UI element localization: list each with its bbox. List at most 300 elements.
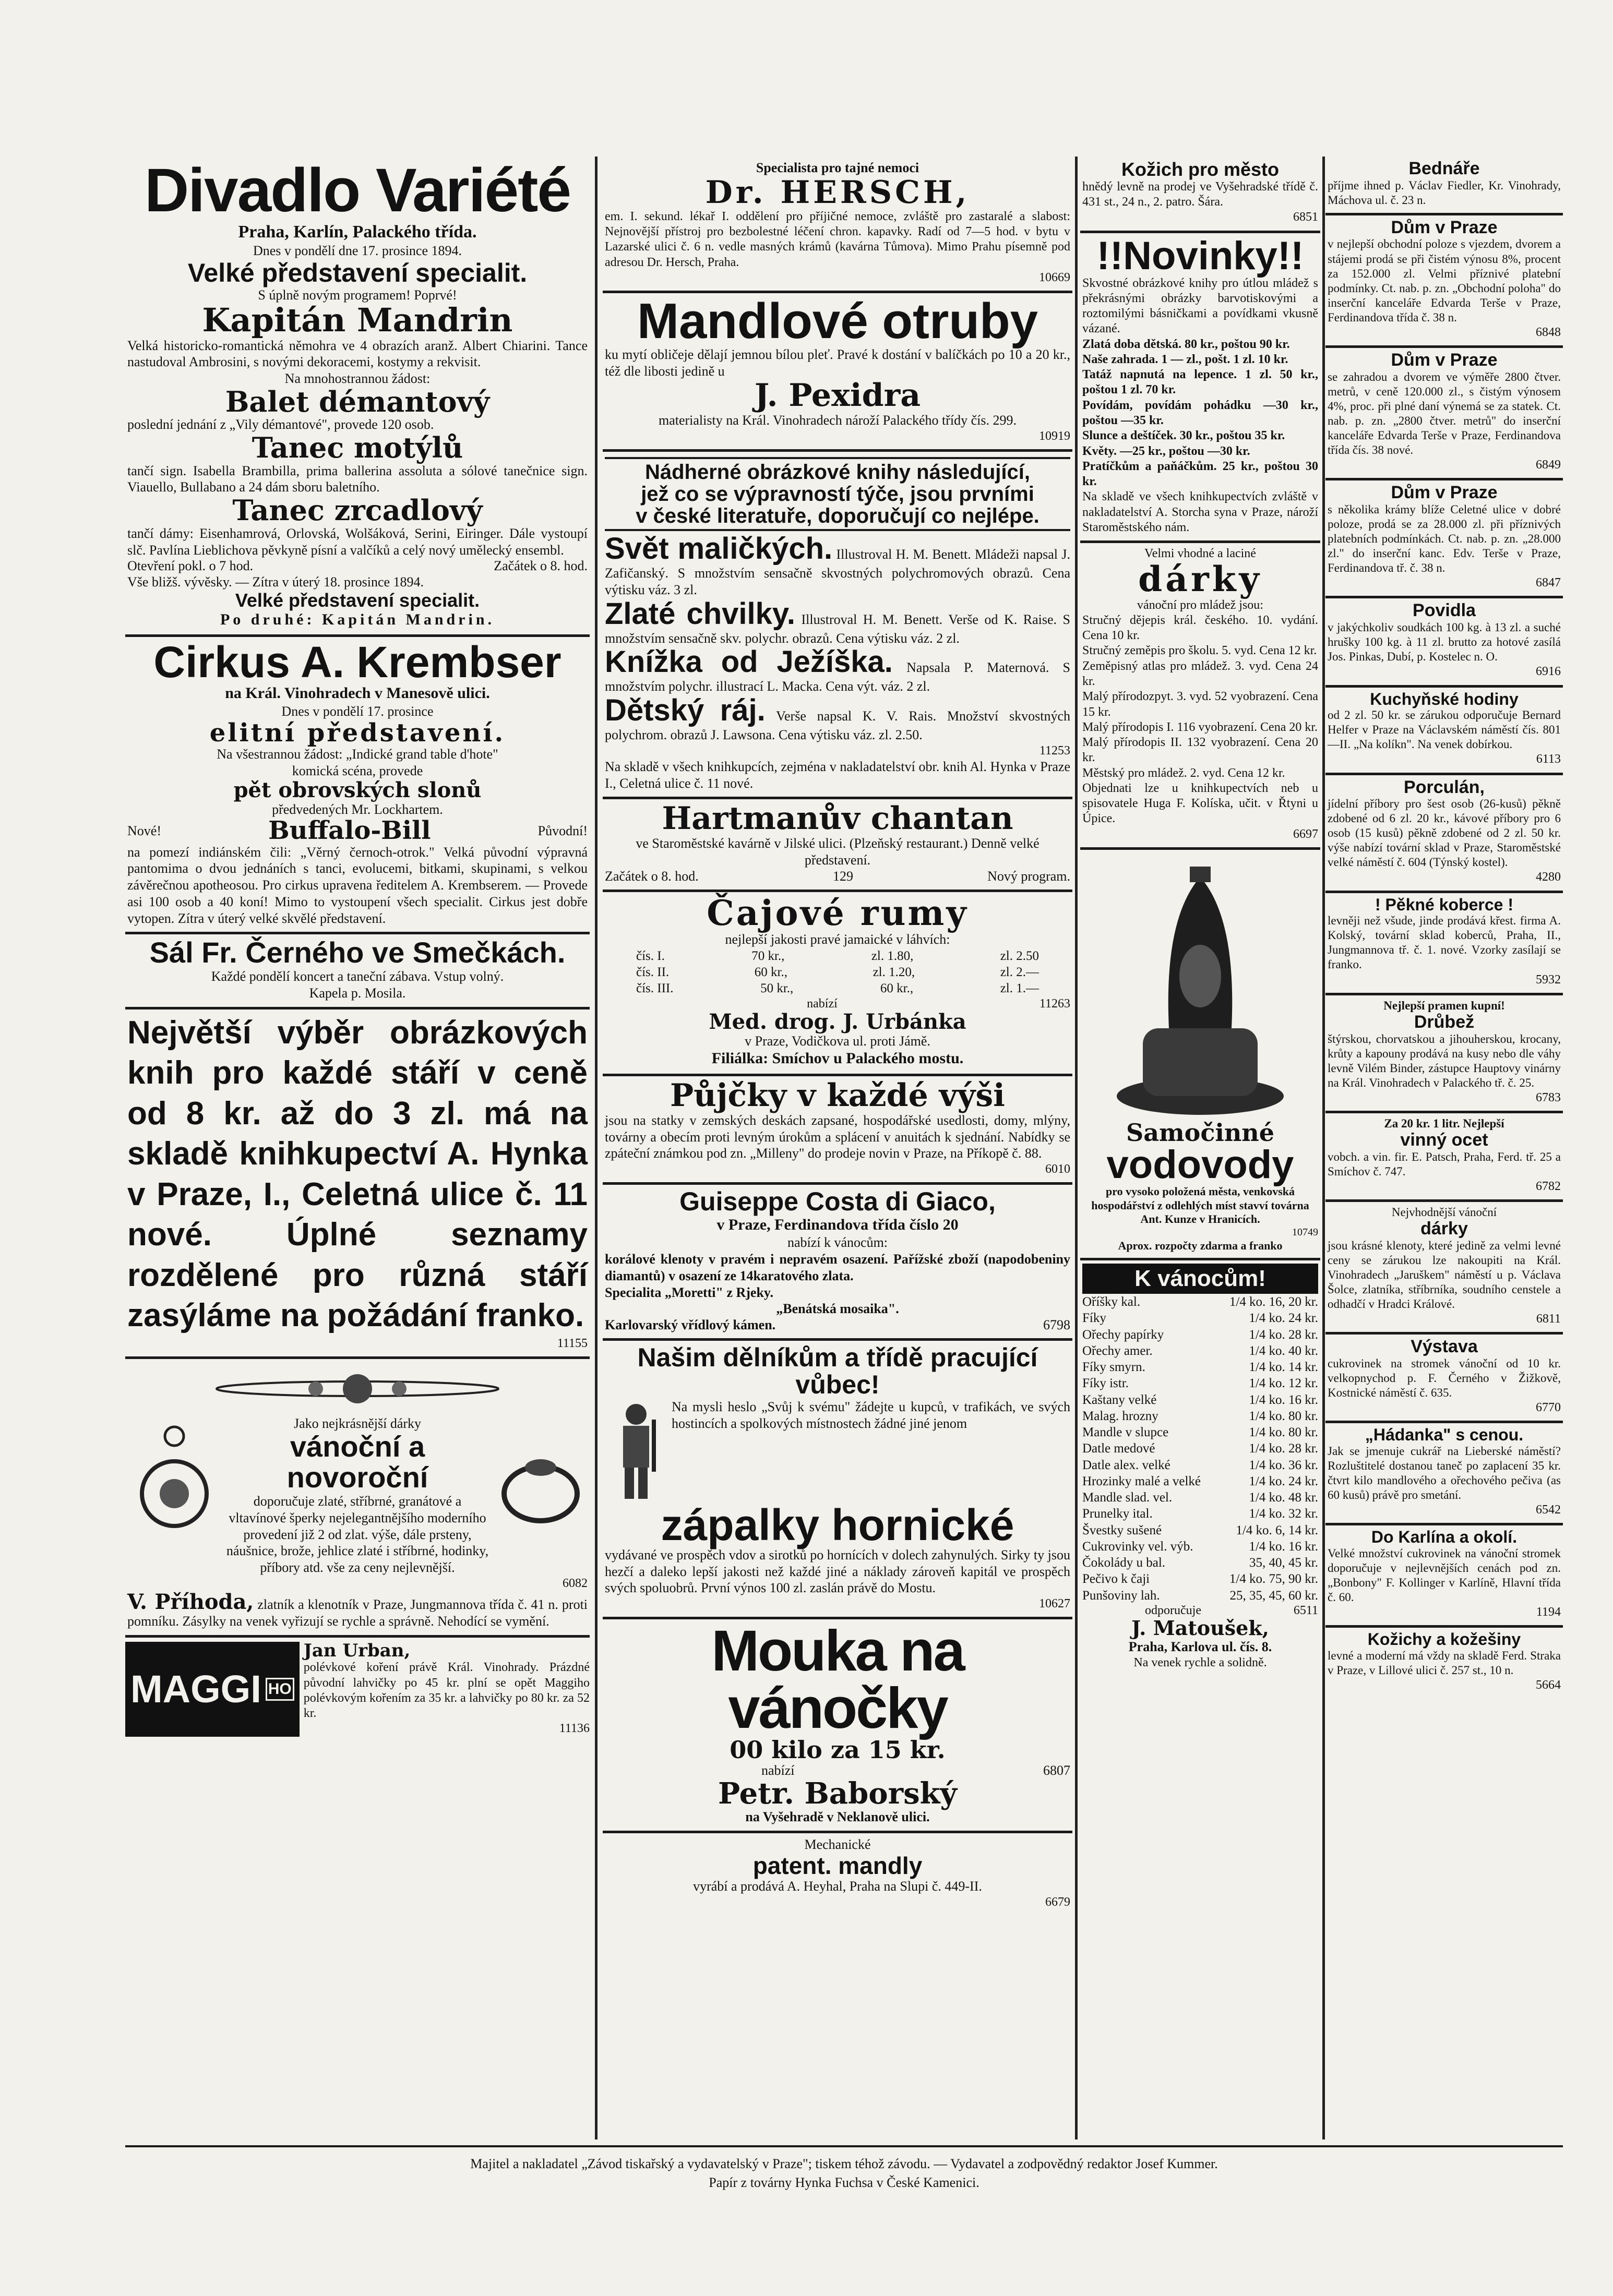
list-item: Slunce a deštíček. 30 kr., poštou 35 kr. (1082, 429, 1285, 443)
povidla-desc: v jakýchkoliv soudkách 100 kg. à 13 zl. a suché hrušky 100 kg. à 11 zl. brutto za hotové zasílá Jos. Pinkas, Dubí, p. Kostelec n. O. (1328, 621, 1561, 664)
porculan-num: 4280 (1536, 870, 1561, 884)
table-row (1082, 1457, 1318, 1473)
kozesiny-desc: levné a moderní má vždy na skladě Ferd. Straka v Praze, v Lillové ulici č. 257 st., 10 n. (1328, 1649, 1561, 1677)
zapalky-ad (603, 1341, 1072, 1619)
table-row (1082, 1538, 1318, 1555)
column-divider (1075, 157, 1078, 2139)
darky-2-ad (1325, 1202, 1563, 1335)
book-4-desc: Verše napsal K. V. Rais. Množství skvostných polychrom. obrazů J. Lawsona. Cena výtisku váz. zl. 2.50. (605, 708, 1071, 742)
bednare-title: Bednáře (1408, 159, 1480, 178)
mouka-ad (603, 1619, 1072, 1833)
books-head-3: v české literatuře, doporučují co nejlépe. (636, 504, 1040, 528)
item-price: 1/4 ko. 16, 20 kr. (1229, 1295, 1318, 1309)
imprint (125, 2155, 1563, 2193)
item-name: Ořechy papírky (1082, 1327, 1164, 1342)
costa-title: Guiseppe Costa di Giaco, (679, 1187, 996, 1217)
cirkus-date: Dnes v pondělí 17. prosince (281, 704, 434, 719)
column-1 (125, 157, 590, 2134)
item-price: 1/4 ko. 80 kr. (1249, 1425, 1318, 1440)
earring-icon (127, 1415, 221, 1541)
item-name: Malag. hrozny (1082, 1409, 1158, 1423)
fountain-icon (1112, 856, 1289, 1117)
ocet-num: 6782 (1536, 1179, 1561, 1193)
karlin-ad (1325, 1525, 1563, 1628)
table-row (1082, 1506, 1318, 1522)
ad-closer-2: Velké představení specialit. (235, 590, 480, 611)
mandly-lead: Mechanické (804, 1837, 871, 1853)
table-row (1082, 1489, 1318, 1506)
list-item: Malý přírodopis II. 132 vyobrazení. Cena 20 kr. (1082, 736, 1318, 765)
list-item: Zlatá doba dětská. 80 kr., poštou 90 kr. (1082, 337, 1290, 351)
cirkus-buffalo: Buffalo-Bill (268, 816, 431, 846)
item-name: Fíky smyrn. (1082, 1360, 1145, 1375)
item-price: 1/4 ko. 6, 14 kr. (1236, 1523, 1318, 1537)
zapalky-desc-2: vydávané ve prospěch vdov a sirotků po hornících v dolech zahynulých. Sirky ty jsou hezčí a daleko lepší jakosti než každé jiné a náklady zároveň kapitál ve prospěch svých spoluobrů. První výnos 100 zl. zaslán právě do Mostu. (605, 1547, 1070, 1596)
list-item: Malý přírodopis I. 116 vyobrazení. Cena 20 kr. (1082, 720, 1318, 734)
item-name: Mandle v slupce (1082, 1425, 1169, 1440)
darky-num: 6697 (1293, 827, 1318, 841)
hartman-num: 129 (832, 868, 853, 884)
item-name: Švestky sušené (1082, 1523, 1162, 1537)
table-row (636, 948, 1039, 964)
table-row (1082, 1375, 1318, 1391)
ad-second-part: Po druhé: Kapitán Mandrin. (220, 610, 495, 628)
item-name: Pečivo k čaji (1082, 1572, 1150, 1586)
item-name: Oříšky kal. (1082, 1295, 1141, 1309)
costa-row (605, 1317, 1070, 1333)
column-2 (603, 157, 1072, 2134)
dum-2-ad (1325, 348, 1563, 480)
cirkus-desc: na pomezí indiánském čili: „Věrný černoch-otrok." Velká původní výpravná pantomima o dvou jednáních s tanci, evolucemi, bitkami, skupinami, s velkou závěrečnou apotheosou. Pro cirkus upravena ředitelem A. Krembserem. — Provede asi 100 osob a 40 koní! Mimo to vystoupení všech specialit. Cirkus jest dobře vytopen. Zítra v úterý velké skvělé představení. (127, 844, 588, 926)
book-3-title: Knížka od Ježíška. (605, 645, 893, 679)
povidla-ad (1325, 598, 1563, 687)
drubez-desc: štýrskou, chorvatskou a jihouherskou, krocany, krůty a kapouny prodává na kusy nebo dle váhy levně Vilém Binder, zástupce Hauptovy vinárny na Král. Vinohradech v Palackého tř. č. 25. (1328, 1032, 1561, 1089)
column-4 (1325, 157, 1563, 2134)
sal-cerneho-ad (125, 934, 590, 1009)
vystava-title: Výstava (1411, 1337, 1478, 1357)
koberce-desc: levněji než všude, jinde prodává křest. firma A. Kolský, tovární sklad koberců, Praha, II., Jungmannova tř. č. 1. nové. Vzorky zasílají se franko. (1328, 914, 1561, 971)
vodovody-ad (1080, 850, 1320, 1260)
ad-title-mandrin: Kapitán Mandrin (202, 301, 513, 340)
item-price: 1/4 ko. 36 kr. (1249, 1458, 1318, 1472)
mouka-nabizi: nabízí (761, 1762, 795, 1778)
mandle-title: Mandlové otruby (637, 293, 1038, 350)
dum-1-ad (1325, 215, 1563, 348)
dum-3-num: 6847 (1536, 576, 1561, 590)
item-price: 1/4 ko. 28 kr. (1249, 1441, 1318, 1456)
vanoce-list (1082, 1294, 1318, 1604)
hartman-ad (603, 799, 1072, 892)
mandle-ad (603, 293, 1072, 452)
cirkus-title: Cirkus A. Krembser (153, 638, 561, 687)
hersch-ad (603, 157, 1072, 293)
pujcky-desc: jsou na statky v zemských deskách zapsané, hospodářské usedlosti, domy, mlýny, továrny a obecím proti levným úrokům a splácení v anuitách k sjednání. Nabídky se zpáteční známkou pod zn. „Milleny" do prodeje novin v Praze, na Příkopě č. 88. (605, 1112, 1070, 1161)
rum-cell: zl. 1.— (1000, 981, 1039, 996)
darky-2-title: dárky (1420, 1219, 1468, 1239)
maggi-text-block (300, 1642, 590, 1737)
list-item: Povídám, povídám pohádku —30 kr., poštou —35 kr. (1082, 398, 1318, 427)
hartman-title: Hartmanův chantan (662, 800, 1013, 837)
kozich-desc: hnědý levně na prodej ve Vyšehradské třídě č. 431 st., 24 n., 2. patro. Šára. (1082, 179, 1318, 209)
darky-ad (1080, 543, 1320, 850)
novinky-desc: Skvostné obrázkové knihy pro útlou mládež s překrásnými obrázky barvotiskovými a roztomilými básničkami a povídkami vkusně vázané. (1082, 276, 1318, 336)
vanoce-tail: Na venek rychle a solidně. (1133, 1655, 1267, 1669)
hynek-text: Největší výběr obrázkových knih pro každé stáří v ceně od 8 kr. až do 3 zl. má na skladě knihkupectví A. Hynka v Praze, I., Celetná ulice č. 11 nové. Úplné seznamy rozdělené pro různá stáří zasýláme na požádání franko. (127, 1014, 588, 1333)
vystava-desc: cukrovinek na stromek vánoční od 10 kr. velkopnychod p. F. Černého v Žižkově, Kostnické náměstí č. 635. (1328, 1356, 1561, 1400)
hadanka-ad (1325, 1423, 1563, 1525)
zapalky-head: Našim dělníkům a třídě pracující vůbec! (637, 1342, 1038, 1400)
vodovody-num: 10749 (1292, 1227, 1318, 1239)
item-price: 1/4 ko. 24 kr. (1249, 1311, 1318, 1326)
cirkus-place: na Král. Vinohradech v Manesově ulici. (225, 684, 490, 702)
table-row (1082, 1555, 1318, 1571)
mandle-num: 10919 (1039, 429, 1070, 443)
item-name: Kaštany velké (1082, 1392, 1157, 1407)
hadanka-title: „Hádanka" s cenou. (1365, 1425, 1524, 1445)
list-item: Pratíčkům a paňáčkům. 25 kr., poštou 30 kr. (1082, 459, 1318, 489)
cirkus-buffalo-row (127, 818, 588, 844)
pujcky-title: Půjčky v každé výši (670, 1077, 1005, 1114)
table-row (636, 964, 1039, 980)
table-row (1082, 1408, 1318, 1424)
rum-cell: 60 kr., (754, 965, 787, 980)
vodovody-lead: Samočinné (1126, 1118, 1275, 1147)
mouka-name: Petr. Baborský (718, 1776, 957, 1811)
table-row (1082, 1571, 1318, 1587)
table-row (1082, 1310, 1318, 1326)
column-3 (1080, 157, 1320, 2134)
book-1-desc: Illustroval H. M. Benett. Mládeži napsal J. Zafičanský. S množstvím sensačně skvostných polychromových obrazů. Cena výtisku váz. 3 zl. (605, 547, 1070, 598)
porculan-ad (1325, 775, 1563, 893)
rum-cell: zl. 2.— (1000, 965, 1039, 980)
vanoce-ad (1080, 1260, 1320, 1674)
hersch-desc: em. I. sekund. lékař I. oddělení pro příjičné nemoce, zvláště pro zastaralé a slabost: Nejnovější přístroj pro bezbolestné léčení chron. kapavky. Radí od 7—5 hod. v bytu v Lazarské ulici č. 6 n. vedle masných krámů (kavárna Tůmova). Mimo Prahu písemně pod adresou Dr. Hersch, Praha. (605, 209, 1070, 269)
item-name: Hrozinky malé a velké (1082, 1474, 1201, 1488)
rum-ad (603, 892, 1072, 1076)
jewel-desc: doporučuje zlaté, stříbrné, granátové a vltavínové šperky nejelegantnějšího moderního provedení již 2 od zlat. výše, dále prsteny, náušnice, brože, jehlice zlaté i stříbrné, hodinky, příbory atd. vše za ceny nejlevnější. (226, 1494, 489, 1575)
darky-2-lead: Nejvhodnější vánoční (1391, 1206, 1497, 1219)
zapalky-title: zápalky hornické (661, 1500, 1014, 1549)
jewel-firm: zlatník a klenotník v Praze, Jungmannova třída č. 41 n. proti pomníku. Zásylky na venek vyřizují se rychle a správně. Nehodící se vymění. (127, 1596, 588, 1629)
list-item: Květy. —25 kr., poštou —30 kr. (1082, 444, 1250, 458)
karlin-title: Do Karlína a okolí. (1371, 1528, 1518, 1547)
kozesiny-title: Kožichy a kožešiny (1367, 1630, 1521, 1649)
rum-cell: čís. III. (636, 981, 674, 996)
book-2-title: Zlaté chvilky. (605, 596, 795, 631)
kozich-ad (1080, 157, 1320, 233)
column-divider (1322, 157, 1325, 2139)
rum-num: 11263 (1039, 996, 1070, 1011)
item-name: Punšoviny lah. (1082, 1588, 1160, 1603)
kozesiny-ad (1325, 1628, 1563, 1696)
costa-desc: korálové klenoty v pravém i nepravém osazení. Pařížské zboží (napodobeniny diamantů) v osazení ze 14karatového zlata. (605, 1252, 1070, 1283)
jewel-text (221, 1415, 494, 1576)
koberce-num: 5932 (1536, 972, 1561, 987)
dum-2-desc: se zahradou a dvorem ve výměře 2800 čtver. metrů, v ceně 120.000 zl., s čistým výnosem 4%, proc. při plné daní výnemá se za statek. Ct. nab. p. zn. „2800 čtver. metrů" do inserční kanceláře Edvarda Terše v Praze, Ferdinandova třída čís. 38 nové. (1328, 370, 1561, 456)
item-price: 1/4 ko. 28 kr. (1249, 1327, 1318, 1342)
imprint-line-1: Majitel a nakladatel „Závod tiskařský a vydavatelský v Praze"; tiskem téhož závodu. — Vydavatel a zodpovědný redaktor Josef Kummer. (470, 2156, 1218, 2171)
drubez-num: 6783 (1536, 1090, 1561, 1104)
item-name: Mandle slad. vel. (1082, 1490, 1173, 1505)
ad-times (127, 558, 588, 574)
cirkus-buffalo-tail: Původní! (537, 823, 588, 838)
list-item: Zeměpisný atlas pro mládež. 3. vyd. Cena 24 kr. (1082, 659, 1318, 688)
list-item: Naše zahrada. 1 — zl., pošt. 1 zl. 10 kr. (1082, 352, 1288, 366)
pujcky-num: 6010 (1045, 1162, 1070, 1176)
list-item: Stručný dějepis král. českého. 10. vydání. Cena 10 kr. (1082, 613, 1318, 643)
rule (605, 529, 1070, 531)
books-num: 11253 (1039, 743, 1070, 758)
rule (605, 457, 1070, 459)
hartman-desc: ve Staroměstské kavárně v Jilské ulici. (Plzeňský restaurant.) Denně velké představení. (636, 836, 1040, 868)
divadlo-variete-ad (125, 157, 590, 637)
ad-tanec-zrcadlovy: Tanec zrcadlový (232, 494, 483, 527)
povidla-title: Povidla (1413, 600, 1476, 621)
mandly-title: patent. mandly (752, 1852, 923, 1879)
item-price: 1/4 ko. 80 kr. (1249, 1409, 1318, 1423)
mouka-title: Mouka na vánočky (711, 1619, 964, 1741)
hersch-lead: Specialista pro tajné nemoci (756, 160, 919, 175)
mouka-sub: 00 kilo za 15 kr. (730, 1736, 946, 1764)
costa-addr: v Praze, Ferdinandova třída číslo 20 (716, 1216, 959, 1233)
maggi-num: 11136 (559, 1722, 590, 1736)
ad-sub: S úplně novým programem! Poprvé! (258, 287, 457, 303)
sal-band: Kapela p. Mosila. (309, 985, 406, 1001)
darky-footer: Objednati lze u knihkupectvích neb u spisovatele Huga F. Kolíska, učit. v Řtyni u Úpice. (1082, 781, 1318, 826)
ring-icon (494, 1415, 588, 1541)
mouka-num: 6807 (1043, 1762, 1070, 1778)
table-row (1082, 1343, 1318, 1359)
koberce-ad (1325, 893, 1563, 995)
ad-opening: Otevření pokl. o 7 hod. (127, 558, 254, 574)
vanoce-addr: Praha, Karlova ul. čís. 8. (1128, 1639, 1272, 1654)
vanoce-odporuc: odporučuje (1145, 1603, 1201, 1617)
cirkus-trainer: předvedených Mr. Lockhartem. (272, 801, 443, 817)
books-head-2: jež co se výpravností týče, jsou prvními (641, 483, 1034, 506)
table-row (1082, 1294, 1318, 1310)
bednare-desc: příjme ihned p. Václav Fiedler, Kr. Vinohrady, Máchova ul. č. 23 n. (1328, 178, 1561, 207)
vanoce-num: 6511 (1293, 1603, 1318, 1617)
ocet-ad (1325, 1113, 1563, 1202)
zapalky-num: 10627 (1039, 1597, 1070, 1611)
item-name: Fíky istr. (1082, 1376, 1129, 1391)
rum-addr: v Praze, Vodičkova ul. proti Jámě. (745, 1033, 930, 1049)
maggi-logo-text: MAGGI (130, 1667, 261, 1711)
table-row (1082, 1359, 1318, 1375)
cirkus-scene: komická scéna, provede (292, 763, 423, 778)
mandly-ad (603, 1833, 1072, 1913)
cirkus-headline: elitní představení. (209, 718, 506, 748)
rum-title: Čajové rumy (707, 892, 969, 933)
novinky-title: !!Novinky!! (1096, 233, 1304, 278)
list-item: Malý přírodozpyt. 3. vyd. 52 vyobrazení. Cena 15 kr. (1082, 690, 1318, 719)
hodiny-ad (1325, 688, 1563, 775)
darky-title: dárky (1138, 559, 1262, 600)
costa-spec-3: Karlovarský vřídlový kámen. (605, 1317, 776, 1332)
books-ad (603, 452, 1072, 799)
table-row (636, 980, 1039, 996)
ad-tanec-motylu: Tanec motýlů (252, 431, 463, 465)
book-2-desc: Illustroval H. M. Benett. Verše od K. Raise. S množstvím sensačně skv. polychr. obrazů. Cena výtisku váz. 2 zl. (605, 611, 1071, 646)
jewel-lead: Jako nejkrásnější dárky (293, 1415, 422, 1431)
dum-1-title: Dům v Praze (1391, 217, 1498, 237)
item-name: Prunelky ital. (1082, 1507, 1153, 1521)
hartman-start: Začátek o 8. hod. (605, 868, 699, 884)
costa-num: 6798 (1043, 1317, 1070, 1332)
rum-foot (605, 997, 1070, 1011)
rum-cell: zl. 1.80, (871, 948, 914, 963)
vodovody-foot: Aprox. rozpočty zdarma a franko (1118, 1239, 1283, 1252)
rum-table (605, 948, 1070, 997)
item-price: 1/4 ko. 24 kr. (1249, 1474, 1318, 1488)
maggi-tag: HO (266, 1678, 294, 1701)
karlin-desc: Velké množství cukrovinek na vánoční stromek doporučuje v nejlevnějších cenách pod zn. „Bonbony" F. Kollinger v Karlíně, Hlavní třída č. 60. (1328, 1547, 1561, 1604)
footer-rule (125, 2145, 1563, 2147)
table-row (1082, 1440, 1318, 1457)
list-item: Stručný zeměpis pro školu. 5. vyd. Cena 12 kr. (1082, 644, 1317, 658)
kozesiny-num: 5664 (1536, 1678, 1561, 1692)
book-4-title: Dětský ráj. (605, 693, 766, 728)
hersch-num: 10669 (1039, 270, 1070, 284)
costa-spec-2: „Benátská mosaika". (776, 1301, 899, 1317)
item-name: Cukrovinky vel. výb. (1082, 1539, 1193, 1554)
jewel-title: vánoční a novoroční (286, 1430, 428, 1494)
item-name: Ořechy amer. (1082, 1343, 1153, 1358)
rum-cell: 50 kr., (760, 981, 794, 996)
item-name: Datle medové (1082, 1441, 1155, 1456)
ad-balet: Balet démantový (225, 384, 490, 418)
dum-1-desc: v nejlepší obchodní poloze s vjezdem, dvorem a stájemi prodá se při čistém výnosu 8%, procent za 152.000 zl. Velmi příznivé platební podmínky. Ct. nab. p. zn. „Obchodní poloha" do inserční kanceláře Edvarda Terše v Praze, Ferdinandova třída č. 38 n. (1328, 237, 1561, 324)
vanoce-foot (1082, 1604, 1318, 1618)
item-price: 1/4 ko. 48 kr. (1249, 1490, 1318, 1505)
vanoce-title: K vánocům! (1082, 1264, 1318, 1294)
list-item: Městský pro mládež. 2. vyd. Cena 12 kr. (1082, 766, 1285, 780)
rum-nabizi: nabízí (807, 996, 838, 1011)
novinky-ad (1080, 233, 1320, 544)
table-row (1082, 1522, 1318, 1538)
mandle-addr: materialisty na Král. Vinohradech nároží Palackého třídy čís. 299. (658, 413, 1017, 428)
item-price: 1/4 ko. 40 kr. (1249, 1343, 1318, 1358)
vodovody-desc: pro vysoko položená města, venkovská hospodářství z odlehlých míst stavví továrna Ant. Kunze v Hranicích. (1091, 1185, 1309, 1225)
jewel-body (127, 1415, 588, 1576)
sal-desc: Každé pondělí koncert a taneční zábava. Vstup volný. (211, 969, 504, 984)
jewel-name: V. Příhoda, (127, 1589, 254, 1614)
ocet-lead: Za 20 kr. 1 litr. Nejlepší (1384, 1116, 1504, 1130)
item-name: Čokolády u bal. (1082, 1556, 1166, 1570)
ad-request: Na mnohostrannou žádost: (284, 370, 431, 386)
darky-2-num: 6811 (1536, 1312, 1561, 1326)
hodiny-title: Kuchyňské hodiny (1370, 689, 1519, 708)
costa-ad (603, 1185, 1072, 1341)
sal-title: Sál Fr. Černého ve Smečkách. (149, 936, 566, 969)
vanoce-name: J. Matoušek, (1131, 1616, 1269, 1640)
hodiny-desc: od 2 zl. 50 kr. se zárukou odporučuje Bernard Helfer v Praze na Václavském náměstí čís. 801—II. „Na kolíkn". Na venek dobírkou. (1328, 708, 1561, 751)
rum-cell: čís. II. (636, 965, 670, 980)
dum-2-title: Dům v Praze (1391, 350, 1498, 370)
kozich-num: 6851 (1293, 210, 1318, 224)
mandly-num: 6679 (1045, 1895, 1070, 1909)
item-price: 1/4 ko. 12 kr. (1249, 1376, 1318, 1391)
column-divider (595, 157, 598, 2139)
hartman-prog: Nový program. (987, 868, 1070, 884)
hodiny-num: 6113 (1536, 752, 1561, 766)
item-name: Fíky (1082, 1311, 1106, 1326)
rum-cell: zl. 2.50 (1000, 948, 1039, 963)
mandle-name: J. Pexidra (754, 377, 921, 414)
vystava-num: 6770 (1536, 1401, 1561, 1415)
table-row (1082, 1327, 1318, 1343)
rum-branch: Filiálka: Smíchov u Palackého mostu. (711, 1050, 964, 1067)
darky-lead: Velmi vhodné a laciné (1144, 547, 1256, 561)
costa-spec: Specialita „Moretti" z Rjeky. (605, 1284, 773, 1300)
item-price: 35, 40, 45 kr. (1249, 1556, 1318, 1570)
cirkus-elephants: pět obrovských slonů (233, 777, 482, 802)
kozich-title: Kožich pro město (1121, 159, 1280, 180)
item-price: 1/4 ko. 16 kr. (1249, 1539, 1318, 1554)
item-price: 1/4 ko. 32 kr. (1249, 1507, 1318, 1521)
dum-3-title: Dům v Praze (1391, 483, 1498, 503)
cirkus-request: Na všestrannou žádost: „Indické grand table d'hote" (217, 747, 498, 762)
novinky-footer: Na skladě ve všech knihkupectvích zvláště v nakladatelství A. Storcha syna v Praze, nároží Staroměstského nám. (1082, 490, 1318, 534)
costa-offer: nabízí k vánocům: (787, 1235, 888, 1251)
ad-tanec-zrcadlovy-desc: tančí dámy: Eisenhamrová, Orlovská, Wolšáková, Serini, Eiringer. Dále vystoupí slč. Pavlína Lieblichova pěvkyně písní a valčíků a celý nový umělecký ensembl. (127, 525, 588, 558)
cirkus-ad (125, 637, 590, 934)
imprint-line-2: Papír z továrny Hynka Fuchsa v České Kamenici. (709, 2175, 979, 2191)
hersch-name: Dr. HERSCH, (705, 174, 970, 211)
mouka-addr: na Vyšehradě v Neklanově ulici. (745, 1809, 930, 1825)
ad-date: Dnes v pondělí dne 17. prosince 1894. (253, 243, 462, 259)
ocet-title: vinný ocet (1400, 1130, 1488, 1150)
jewel-num: 6082 (563, 1576, 588, 1590)
book-1-title: Svět maličkých. (605, 532, 833, 566)
ad-headline: Velké představení specialit. (187, 258, 528, 288)
maggi-text: polévkové koření právě Král. Vinohrady. Prázdné původní lahvičky po 45 kr. plní se opět Maggiho polévkovým kořením za 35 kr. a lahvičky po 80 kr. za 52 kr. (303, 1661, 590, 1721)
cirkus-new: Nové! (127, 823, 161, 838)
ad-balet-desc: poslední jednání z „Vily démantové", provede 120 osob. (127, 417, 434, 432)
books-footer: Na skladě v všech knihkupcích, zejména v nakladatelství obr. knih Al. Hynka v Praze I., Celetná ulice č. 11 nové. (605, 759, 1070, 791)
rum-desc: nejlepší jakosti pravé jamaické v láhvích: (725, 932, 950, 947)
rum-cell: 70 kr., (751, 948, 785, 963)
prihoda-jewel-ad (125, 1359, 590, 1638)
hartman-row (605, 869, 1070, 884)
ocet-desc: vobch. a vin. fir. E. Patsch, Praha, Ferd. tř. 25 a Smíchov č. 747. (1328, 1150, 1561, 1178)
ad-place: Praha, Karlín, Palackého třída. (238, 222, 477, 242)
table-row (1082, 1424, 1318, 1440)
rum-cell: 60 kr., (880, 981, 914, 996)
zapalky-desc-1: Na mysli heslo „Svůj k svému" žádejte u kupců, v trafikách, ve svých hostincích a spolkových místnostech žádné jiné jenom (672, 1399, 1070, 1431)
ad-closer: Vše bližš. vývěsky. — Zítra v úterý 18. prosince 1894. (127, 574, 424, 590)
maggi-ad (125, 1638, 590, 1737)
hynek-books-ad (125, 1009, 590, 1359)
item-price: 1/4 ko. 14 kr. (1249, 1360, 1318, 1375)
hynek-num: 11155 (557, 1336, 588, 1350)
hadanka-num: 6542 (1536, 1503, 1561, 1517)
darky-sub: vánoční pro mládež jsou: (1137, 598, 1263, 612)
povidla-num: 6916 (1536, 665, 1561, 679)
table-row (1082, 1473, 1318, 1489)
pujcky-ad (603, 1076, 1072, 1185)
item-name: Datle alex. velké (1082, 1458, 1170, 1472)
ad-start: Začátek o 8. hod. (494, 558, 588, 574)
rum-firm: Med. drog. J. Urbánka (709, 1009, 966, 1034)
drubez-title: Drůbež (1414, 1012, 1475, 1032)
koberce-title: ! Pěkné koberce ! (1375, 895, 1513, 914)
ad-desc: Velká historicko-romantická němohra ve 4 obrazích aranž. Albert Chiarini. Tance nastudoval Ambrosini, s novými dekoracemi, kostymy a rekvisit. (127, 338, 588, 370)
dum-3-desc: s několika krámy blíže Celetné ulice v dobré poloze, prodá se za 28.000 zl. při příznivých platebních podmínkách. Ct. nab. p. zn. „28.000 zl." do inserční kanc. Edv. Terše v Praze, Ferdinandova tř. č. 38 n. (1328, 502, 1561, 575)
miner-icon (605, 1399, 667, 1503)
vystava-ad (1325, 1335, 1563, 1423)
porculan-title: Porculán, (1404, 777, 1485, 797)
